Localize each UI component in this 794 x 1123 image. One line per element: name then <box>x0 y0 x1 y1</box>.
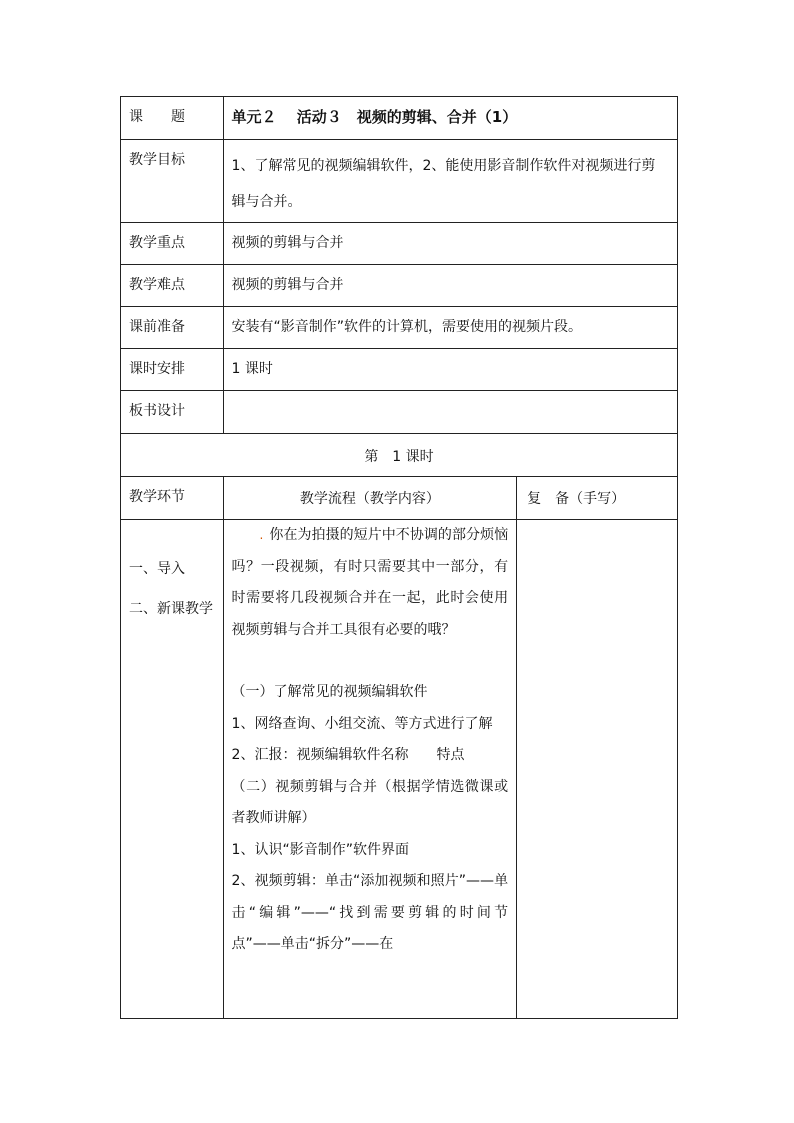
key-label: 教学重点 <box>129 235 185 251</box>
prep-value-cell <box>223 307 677 349</box>
stage-intro: 一、导入 <box>129 561 185 577</box>
title-value: 单元２ 活动３ 视频的剪辑、合并（1） <box>231 108 518 126</box>
header-flow: 教学流程（教学内容） <box>299 491 440 507</box>
title-label: 课 题 <box>129 109 185 125</box>
spacer <box>232 646 509 677</box>
board-value-cell <box>223 391 677 434</box>
row-headers <box>121 477 678 520</box>
prep-value: 安装有“影音制作”软件的计算机，需要使用的视频片段。 <box>231 319 583 335</box>
header-stage-cell <box>121 477 224 520</box>
row-key <box>121 223 678 265</box>
notes-cell <box>517 520 678 1019</box>
stage-new-lesson: 二、新课教学 <box>129 601 213 617</box>
period-cell <box>121 434 678 477</box>
item-2: 2、汇报：视频编辑软件名称 特点 <box>231 747 465 763</box>
goal-value-cell <box>223 140 677 223</box>
header-notes: 复 备（手写） <box>527 491 626 507</box>
key-value-cell <box>223 223 677 265</box>
section-2-heading: （二）视频剪辑与合并（根据学情选微课或者教师讲解） <box>231 778 509 826</box>
title-value-cell <box>223 97 677 140</box>
difficulty-label-cell <box>121 265 224 307</box>
schedule-value: 1 课时 <box>231 361 273 377</box>
difficulty-value: 视频的剪辑与合并 <box>231 277 344 293</box>
row-board <box>121 391 678 434</box>
schedule-label: 课时安排 <box>129 361 185 377</box>
item-4: 2、视频剪辑：单击“添加视频和照片”——单击“编辑”——“找到需要剪辑的时间节点”——单击“拆分”——在 <box>231 873 509 952</box>
row-body <box>121 520 678 1019</box>
row-period <box>121 434 678 477</box>
intro-paragraph <box>232 520 509 646</box>
board-label: 板书设计 <box>129 403 185 419</box>
row-schedule <box>121 349 678 391</box>
header-stage: 教学环节 <box>129 489 185 505</box>
lesson-plan-table <box>120 96 678 1019</box>
teaching-content-cell <box>223 520 517 1019</box>
prep-label-cell <box>121 307 224 349</box>
row-title <box>121 97 678 140</box>
header-flow-cell <box>223 477 517 520</box>
board-label-cell <box>121 391 224 434</box>
schedule-value-cell <box>223 349 677 391</box>
key-value: 视频的剪辑与合并 <box>231 235 344 251</box>
goal-value: 1、了解常见的视频编辑软件，2、能使用影音制作软件对视频进行剪辑与合并。 <box>231 158 656 210</box>
marker-dot: . <box>259 528 264 542</box>
row-prep <box>121 307 678 349</box>
title-label-cell <box>121 97 224 140</box>
item-1: 1、网络查询、小组交流、等方式进行了解 <box>231 715 493 732</box>
board-value <box>232 391 669 402</box>
row-difficulty <box>121 265 678 307</box>
section-1-heading: （一）了解常见的视频编辑软件 <box>231 684 428 700</box>
prep-label: 课前准备 <box>129 319 185 335</box>
row-goal <box>121 140 678 223</box>
difficulty-value-cell <box>223 265 677 307</box>
goal-label-cell <box>121 140 224 223</box>
header-notes-cell <box>517 477 678 520</box>
period-label: 第 1 课时 <box>364 449 434 465</box>
item-3: 1、认识“影音制作”软件界面 <box>231 841 409 858</box>
key-label-cell <box>121 223 224 265</box>
goal-label: 教学目标 <box>129 152 185 168</box>
difficulty-label: 教学难点 <box>129 277 185 293</box>
schedule-label-cell <box>121 349 224 391</box>
stages-cell <box>121 520 224 1019</box>
intro-text: 你在为拍摄的短片中不协调的部分烦恼吗？一段视频，有时只需要其中一部分，有时需要将几段视频合并在一起，此时会使用视频剪辑与合并工具很有必要的哦？ <box>231 527 509 638</box>
